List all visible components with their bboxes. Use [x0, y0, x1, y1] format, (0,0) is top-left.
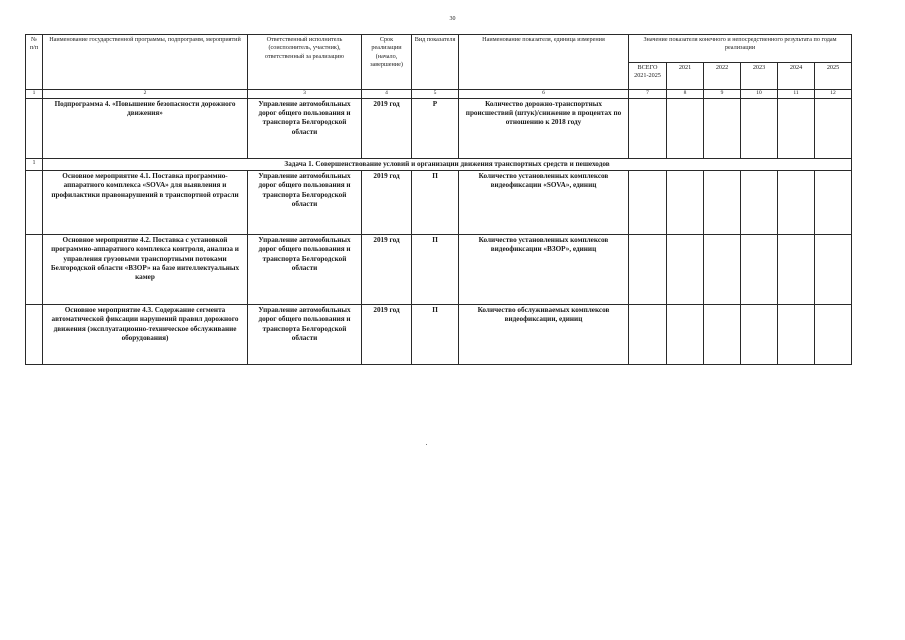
- value-cell: [704, 234, 741, 304]
- value-cell: [667, 170, 704, 234]
- row-executor: Управление автомобильных дорог общего пользования и транспорта Белгородской области: [248, 304, 362, 364]
- row-indicator: Количество дорожно-транспортных происшествий (штук)/снижение в процентах по отношению к 2018 году: [459, 98, 629, 158]
- row-name: Основное мероприятие 4.1. Поставка программно-аппаратного комплекса «SOVA» для выявления и профилактики правонарушений в транспортной отрасли: [43, 170, 248, 234]
- column-number: 12: [815, 90, 852, 99]
- row-name: Подпрограмма 4. «Повышение безопасности дорожного движения»: [43, 98, 248, 158]
- header-year-2025: 2025: [815, 63, 852, 90]
- value-cell: [741, 234, 778, 304]
- row-number: [26, 304, 43, 364]
- header-total: ВСЕГО 2021-2025: [629, 63, 667, 90]
- value-cell: [778, 234, 815, 304]
- row-number: [26, 234, 43, 304]
- value-cell: [778, 304, 815, 364]
- row-number: [26, 170, 43, 234]
- header-year-2024: 2024: [778, 63, 815, 90]
- value-cell: [629, 304, 667, 364]
- header-year-2022: 2022: [704, 63, 741, 90]
- value-cell: [629, 234, 667, 304]
- value-cell: [667, 98, 704, 158]
- column-number: 4: [362, 90, 412, 99]
- row-type: П: [412, 304, 459, 364]
- row-term: 2019 год: [362, 304, 412, 364]
- task-number: 1: [26, 158, 43, 170]
- value-cell: [741, 170, 778, 234]
- row-term: 2019 год: [362, 170, 412, 234]
- header-number: № п/п: [26, 35, 43, 90]
- header-year-2023: 2023: [741, 63, 778, 90]
- value-cell: [815, 234, 852, 304]
- value-cell: [704, 304, 741, 364]
- column-number: 11: [778, 90, 815, 99]
- row-type: Р: [412, 98, 459, 158]
- row-number: [26, 98, 43, 158]
- header-values-group: Значение показателя конечного и непосредственного результата по годам реализации: [629, 35, 852, 63]
- row-term: 2019 год: [362, 234, 412, 304]
- row-term: 2019 год: [362, 98, 412, 158]
- column-number: 9: [704, 90, 741, 99]
- task-row: [26, 158, 852, 170]
- value-cell: [704, 170, 741, 234]
- value-cell: [815, 170, 852, 234]
- row-type: П: [412, 234, 459, 304]
- scan-speck: [426, 444, 427, 445]
- column-number: 3: [248, 90, 362, 99]
- value-cell: [667, 234, 704, 304]
- header-indicator: Наименование показателя, единица измерения: [459, 35, 629, 90]
- row-type: П: [412, 170, 459, 234]
- table-row: [26, 98, 852, 158]
- value-cell: [741, 304, 778, 364]
- table-row: [26, 234, 852, 304]
- value-cell: [667, 304, 704, 364]
- row-name: Основное мероприятие 4.3. Содержание сегмента автоматической фиксации нарушений правил дорожного движения (эксплуатационно-техническое обслуживание оборудования): [43, 304, 248, 364]
- page-number: 30: [449, 16, 456, 22]
- row-executor: Управление автомобильных дорог общего пользования и транспорта Белгородской области: [248, 234, 362, 304]
- row-indicator: Количество обслуживаемых комплексов видеофиксации, единиц: [459, 304, 629, 364]
- row-name: Основное мероприятие 4.2. Поставка с установкой программно-аппаратного комплекса контроля, анализа и управления грузовыми транспортными потоками Белгородской области «ВЗОР» на базе интеллектуальных камер: [43, 234, 248, 304]
- value-cell: [629, 98, 667, 158]
- value-cell: [629, 170, 667, 234]
- row-indicator: Количество установленных комплексов видеофиксации «SOVA», единиц: [459, 170, 629, 234]
- header-term: Срок реализации (начало, завершение): [362, 35, 412, 90]
- column-number: 6: [459, 90, 629, 99]
- header-name: Наименование государственной программы, подпрограмм, мероприятий: [43, 35, 248, 90]
- value-cell: [704, 98, 741, 158]
- header-type: Вид показателя: [412, 35, 459, 90]
- column-number: 7: [629, 90, 667, 99]
- program-table: [25, 34, 852, 365]
- task-text: Задача 1. Совершенствование условий и организации движения транспортных средств и пешеходов: [43, 158, 852, 170]
- column-number: 5: [412, 90, 459, 99]
- table-row: [26, 170, 852, 234]
- row-executor: Управление автомобильных дорог общего пользования и транспорта Белгородской области: [248, 170, 362, 234]
- value-cell: [778, 170, 815, 234]
- value-cell: [815, 98, 852, 158]
- value-cell: [741, 98, 778, 158]
- row-executor: Управление автомобильных дорог общего пользования и транспорта Белгородской области: [248, 98, 362, 158]
- table-row: [26, 304, 852, 364]
- header-executor: Ответственный исполнитель (соисполнитель, участник), ответственный за реализацию: [248, 35, 362, 90]
- column-number: 8: [667, 90, 704, 99]
- row-indicator: Количество установленных комплексов видеофиксации «ВЗОР», единиц: [459, 234, 629, 304]
- column-number: 1: [26, 90, 43, 99]
- column-number: 10: [741, 90, 778, 99]
- header-year-2021: 2021: [667, 63, 704, 90]
- column-number: 2: [43, 90, 248, 99]
- value-cell: [778, 98, 815, 158]
- value-cell: [815, 304, 852, 364]
